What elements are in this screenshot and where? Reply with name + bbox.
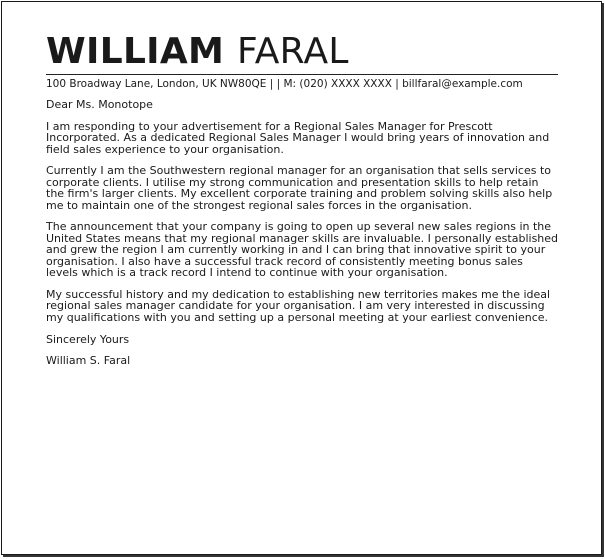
letter-body xyxy=(46,99,558,366)
paragraph-1: I am responding to your advertisement for a Regional Sales Manager for Prescott Incorporated. As a dedicated Regional Sales Manager I would bring years of innovation and field sales experience to your organisation. xyxy=(46,119,550,156)
sender-name xyxy=(46,32,558,72)
paragraph-3: The announcement that your company is going to open up several new sales regions in the United States means that my regional manager skills are invaluable. I personally established and grew the region I am currently working in and I can bring that innovative spirit to your organisation. I also have a successful track record of consistently meeting bonus sales levels which is a track record I intend to continue with your organisation. xyxy=(46,220,559,279)
signature: William S. Faral xyxy=(46,353,131,367)
salutation: Dear Ms. Monotope xyxy=(46,98,153,111)
closing: Sincerely Yours xyxy=(46,333,130,346)
contact-line: 100 Broadway Lane, London, UK NW80QE | | M: (020) XXXX XXXX | billfaral@example.com xyxy=(46,74,558,91)
paragraph-4: My successful history and my dedication to establishing new territories makes me the ideal regional sales manager candidate for your organisation. I am very interested in discussing my qualifications with you and setting up a personal meeting at your earliest convenience. xyxy=(46,287,551,324)
paragraph-2: Currently I am the Southwestern regional manager for an organisation that sells services to corporate clients. I utilise my strong communication and presentation skills to help retain the firm's larger clients. My excellent corporate training and problem solving skills also help me to maintain one of the strongest regional sales forces in the organisation. xyxy=(46,164,553,212)
sender-first-name: WILLIAM xyxy=(46,31,225,72)
sender-last-name: FARAL xyxy=(237,31,349,72)
cover-letter xyxy=(46,32,558,366)
letter-page xyxy=(1,1,602,555)
